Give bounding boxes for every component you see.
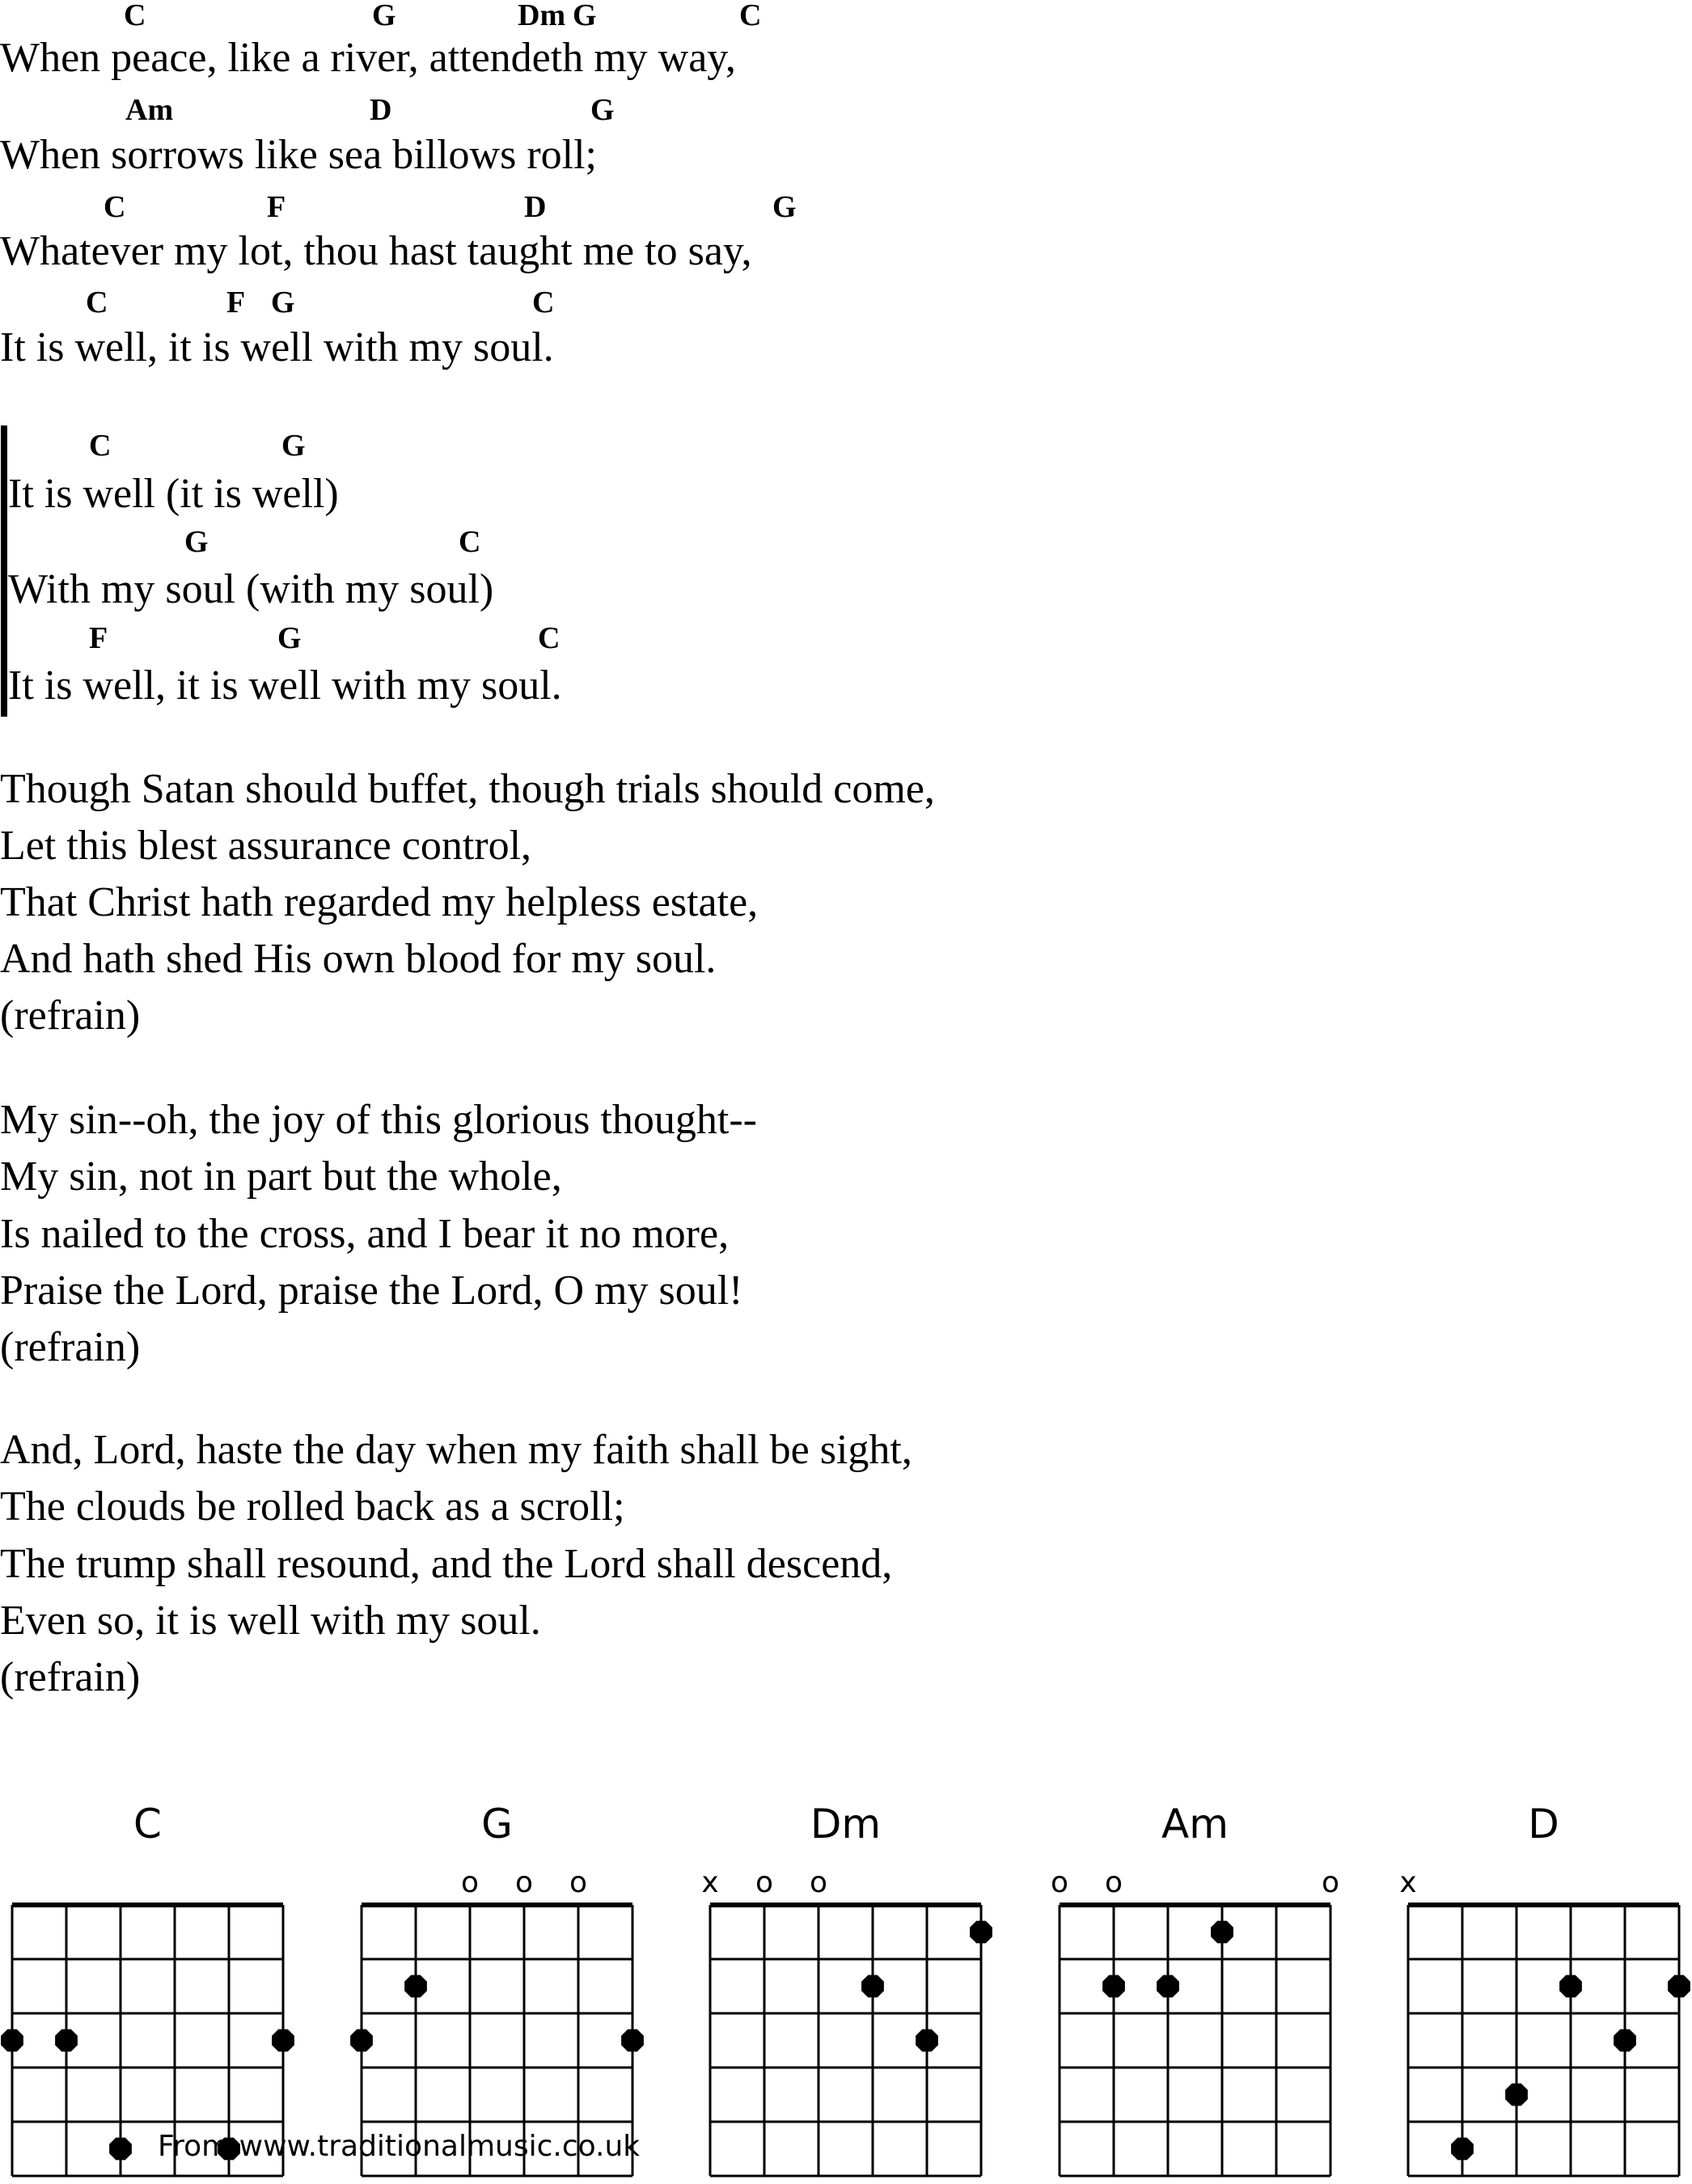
lyric-line: With my soul (with my soul)	[8, 566, 494, 612]
finger-dot	[1614, 2030, 1636, 2052]
chord-label: G	[573, 0, 597, 32]
chord-label: G	[772, 190, 797, 224]
chord-label: F	[267, 190, 286, 224]
lyric-line: My sin--oh, the joy of this glorious thought--	[0, 1097, 757, 1143]
finger-dot	[1668, 1975, 1690, 1998]
finger-dot	[1211, 1921, 1233, 1944]
chord-diagram-title: Am	[1161, 1801, 1229, 1848]
string-mark: x	[701, 1866, 719, 1899]
refrain-marker: (refrain)	[0, 1654, 141, 1700]
chord-label: D	[524, 190, 547, 224]
chord-diagram-title: C	[133, 1801, 162, 1848]
chord-label: G	[277, 621, 302, 655]
chord-label: Am	[125, 93, 174, 127]
lyric-line: Even so, it is well with my soul.	[0, 1598, 541, 1644]
finger-dot	[1451, 2138, 1474, 2161]
string-mark: o	[1050, 1866, 1069, 1899]
finger-dot	[1157, 1975, 1179, 1998]
finger-dot	[1102, 1975, 1125, 1998]
lyric-line: And, Lord, haste the day when my faith shall be sight,	[0, 1427, 912, 1473]
chord-diagram-title: D	[1528, 1801, 1559, 1848]
chord-diagram-grid	[1051, 1897, 1339, 2184]
lyric-line: The clouds be rolled back as a scroll;	[0, 1484, 625, 1530]
chord-label: C	[538, 621, 560, 655]
finger-dot	[1, 2030, 23, 2052]
lyric-line: My sin, not in part but the whole,	[0, 1153, 562, 1200]
string-mark: o	[460, 1866, 480, 1899]
lyric-line: It is well, it is well with my soul.	[0, 324, 554, 370]
string-mark: o	[569, 1866, 588, 1899]
finger-dot	[970, 1921, 992, 1944]
chord-label: C	[89, 429, 112, 463]
chord-label: G	[184, 525, 209, 559]
chord-label: C	[739, 0, 762, 32]
finger-dot	[621, 2030, 644, 2052]
string-mark: o	[1104, 1866, 1123, 1899]
lyric-line: Let this blest assurance control,	[0, 823, 532, 869]
finger-dot	[1505, 2084, 1528, 2106]
string-mark: o	[1321, 1866, 1340, 1899]
lyric-line: Praise the Lord, praise the Lord, O my soul!	[0, 1268, 743, 1314]
string-mark: o	[809, 1866, 828, 1899]
lyric-line: It is well, it is well with my soul.	[8, 662, 562, 709]
finger-dot	[1559, 1975, 1582, 1998]
chord-diagram-title: G	[481, 1801, 513, 1848]
chord-label: C	[459, 525, 481, 559]
source-credit: From www.traditionalmusic.co.uk	[158, 2130, 641, 2163]
finger-dot	[861, 1975, 884, 1998]
chord-label: C	[86, 286, 108, 320]
chord-diagram-grid	[1400, 1897, 1687, 2184]
chord-label: G	[281, 429, 306, 463]
chord-label: C	[104, 190, 126, 224]
chord-label: G	[372, 0, 396, 32]
lyric-line: And hath shed His own blood for my soul.	[0, 936, 717, 982]
refrain-marker: (refrain)	[0, 1324, 141, 1370]
lyric-line: The trump shall resound, and the Lord shall descend,	[0, 1541, 893, 1587]
lyric-line: Whatever my lot, thou hast taught me to say,	[0, 228, 752, 274]
refrain-bar	[1, 425, 7, 717]
chord-label: G	[271, 286, 295, 320]
lyric-line: It is well (it is well)	[8, 471, 339, 517]
finger-dot	[272, 2030, 294, 2052]
string-mark: x	[1399, 1866, 1417, 1899]
lyric-line: Though Satan should buffet, though trials should come,	[0, 766, 935, 812]
finger-dot	[109, 2138, 132, 2161]
finger-dot	[55, 2030, 78, 2052]
string-mark: o	[514, 1866, 534, 1899]
chord-label: C	[532, 286, 555, 320]
chord-label: G	[590, 93, 615, 127]
chord-label: F	[226, 286, 246, 320]
string-mark: o	[755, 1866, 774, 1899]
finger-dot	[916, 2030, 938, 2052]
lyric-line: Is nailed to the cross, and I bear it no more,	[0, 1211, 730, 1257]
chord-label: C	[124, 0, 146, 32]
finger-dot	[404, 1975, 427, 1998]
chord-label: D	[370, 93, 392, 127]
lyric-line: That Christ hath regarded my helpless estate,	[0, 879, 759, 925]
finger-dot	[350, 2030, 373, 2052]
lyric-line: When sorrows like sea billows roll;	[0, 132, 597, 178]
refrain-marker: (refrain)	[0, 993, 141, 1039]
chord-label: Dm	[518, 0, 566, 32]
chord-diagram-grid	[702, 1897, 989, 2184]
chord-diagram-title: Dm	[810, 1801, 882, 1848]
chord-label: F	[89, 621, 108, 655]
lyric-line: When peace, like a river, attendeth my way,	[0, 35, 736, 81]
